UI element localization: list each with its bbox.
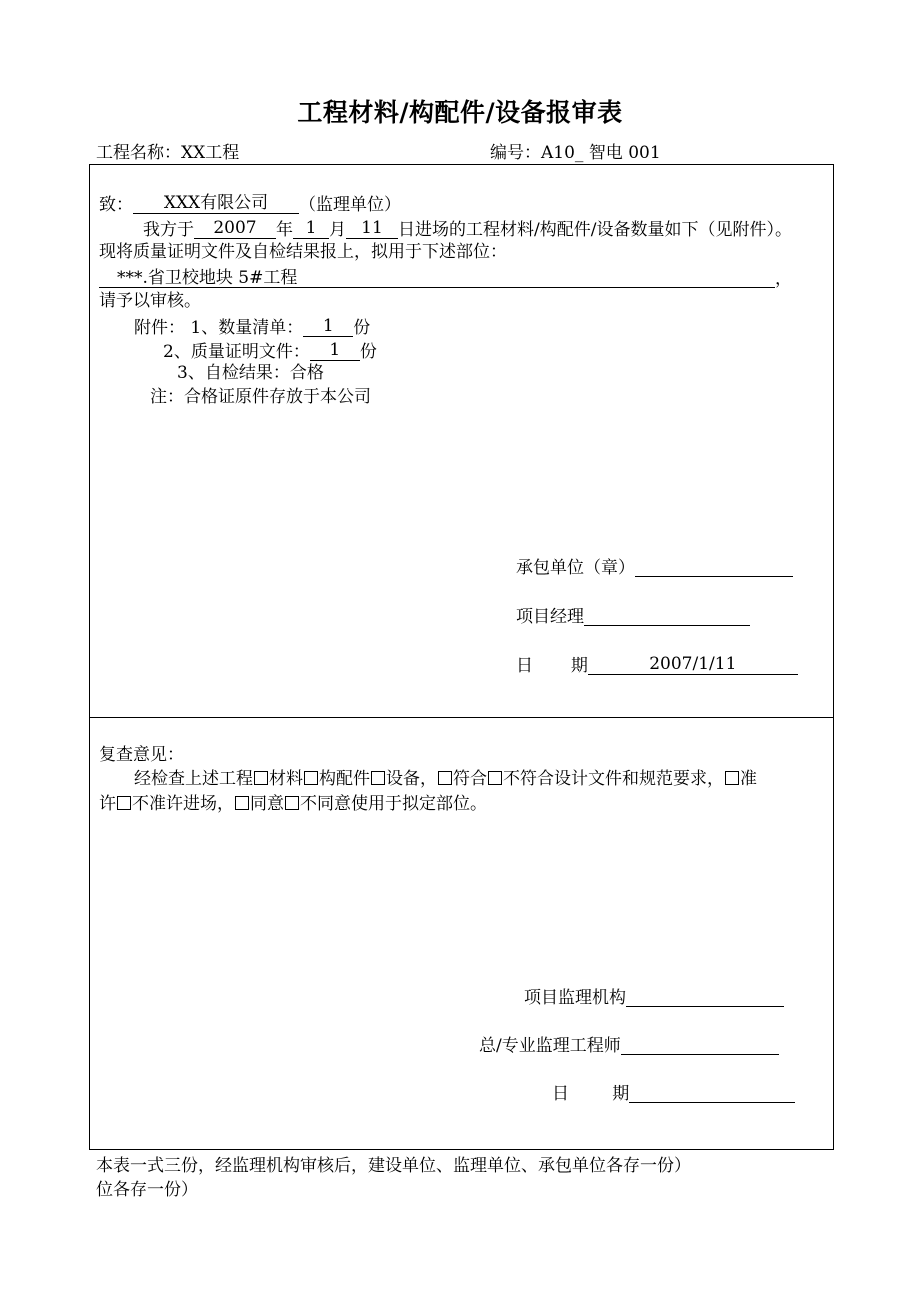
entry-date-line — [143, 219, 792, 239]
to-label: 致： — [99, 195, 133, 215]
attachment-quality-docs — [163, 341, 377, 361]
disallow-checkbox[interactable] — [117, 796, 131, 810]
location-comma: ， — [775, 269, 792, 289]
contractor-seal-line — [516, 558, 793, 577]
review-request: 请予以审核。 — [99, 291, 201, 311]
entry-prefix: 我方于 — [143, 220, 194, 240]
date-label: 日 期 — [516, 656, 588, 676]
usage-location: ***.省卫校地块 5#工程 — [99, 269, 775, 288]
agree-checkbox[interactable] — [235, 796, 249, 810]
footer-note-continued: 位各存一份） — [96, 1180, 198, 1200]
project-label: 工程名称： — [96, 143, 181, 163]
to-line — [99, 194, 401, 214]
attachment2-count: 1 — [310, 341, 360, 361]
submission-date-line — [516, 655, 798, 675]
entry-day: 11 — [346, 219, 398, 239]
page-title: 工程材料/构配件/设备报审表 — [297, 98, 623, 127]
number-value: A10_ 智电 001 — [541, 143, 661, 163]
allow-option-start: 准 — [740, 769, 757, 789]
material-option: 材料 — [269, 769, 303, 789]
manager-signature-blank — [584, 607, 750, 626]
attachment2-unit: 份 — [359, 342, 377, 362]
supervisor-suffix: （监理单位） — [299, 195, 401, 215]
agency-label: 项目监理机构 — [524, 988, 626, 1008]
project-name-field — [96, 145, 239, 162]
supervisor-company: XXX有限公司 — [133, 194, 299, 214]
location-line — [99, 269, 792, 288]
supervising-engineer-line — [479, 1036, 779, 1055]
report-statement: 现将质量证明文件及自检结果报上，拟用于下述部位： — [99, 242, 507, 262]
project-manager-line — [516, 607, 750, 626]
section-divider — [90, 717, 833, 718]
attachment2-label: 2、质量证明文件： — [163, 342, 310, 362]
component-checkbox[interactable] — [304, 771, 318, 785]
review-date-blank — [629, 1084, 795, 1103]
component-option: 构配件 — [319, 769, 370, 789]
form-table — [89, 164, 834, 1150]
disagree-option: 不同意使用于拟定部位。 — [300, 794, 487, 814]
allow-checkbox[interactable] — [725, 771, 739, 785]
review-options-line1 — [134, 771, 757, 788]
allow-option-end: 许 — [99, 794, 116, 814]
number-label: 编号： — [490, 143, 541, 163]
contractor-signature-blank — [635, 558, 793, 577]
manager-label: 项目经理 — [516, 607, 584, 627]
year-label: 年 — [276, 220, 293, 240]
attachment1-unit: 份 — [353, 318, 371, 338]
review-date-line — [552, 1084, 795, 1103]
review-date-label: 日 期 — [552, 1084, 630, 1104]
equipment-option: 设备， — [386, 769, 437, 789]
review-heading: 复查意见： — [99, 745, 184, 765]
contractor-label: 承包单位（章） — [516, 558, 635, 578]
disallow-option: 不准许进场， — [132, 794, 234, 814]
comply-option: 符合 — [453, 769, 487, 789]
review-intro: 经检查上述工程 — [134, 769, 253, 789]
engineer-signature-blank — [621, 1036, 779, 1055]
entry-year: 2007 — [194, 219, 276, 239]
noncomply-checkbox[interactable] — [488, 771, 502, 785]
storage-note: 注：合格证原件存放于本公司 — [150, 387, 371, 407]
footer-note: 本表一式三份，经监理机构审核后，建设单位、监理单位、承包单位各存一份） — [96, 1156, 691, 1176]
engineer-label: 总/专业监理工程师 — [479, 1036, 621, 1056]
equipment-checkbox[interactable] — [371, 771, 385, 785]
attachment1-count: 1 — [303, 317, 353, 337]
agree-option: 同意 — [250, 794, 284, 814]
attachment1-label: 附件： 1、数量清单： — [134, 318, 304, 338]
disagree-checkbox[interactable] — [285, 796, 299, 810]
material-checkbox[interactable] — [254, 771, 268, 785]
attachment-self-check: 3、自检结果：合格 — [177, 363, 324, 383]
entry-month: 1 — [293, 219, 329, 239]
month-label: 月 — [329, 220, 346, 240]
attachment-quantity-list — [134, 317, 370, 337]
project-name: XX工程 — [181, 143, 240, 163]
submission-date: 2007/1/11 — [588, 655, 798, 675]
review-options-line2 — [99, 796, 487, 813]
supervision-agency-line — [524, 988, 784, 1007]
entry-suffix: 日进场的工程材料/构配件/设备数量如下（见附件）。 — [398, 220, 792, 240]
agency-signature-blank — [626, 988, 784, 1007]
comply-checkbox[interactable] — [438, 771, 452, 785]
noncomply-option: 不符合设计文件和规范要求， — [503, 769, 724, 789]
form-number-field — [490, 145, 661, 162]
